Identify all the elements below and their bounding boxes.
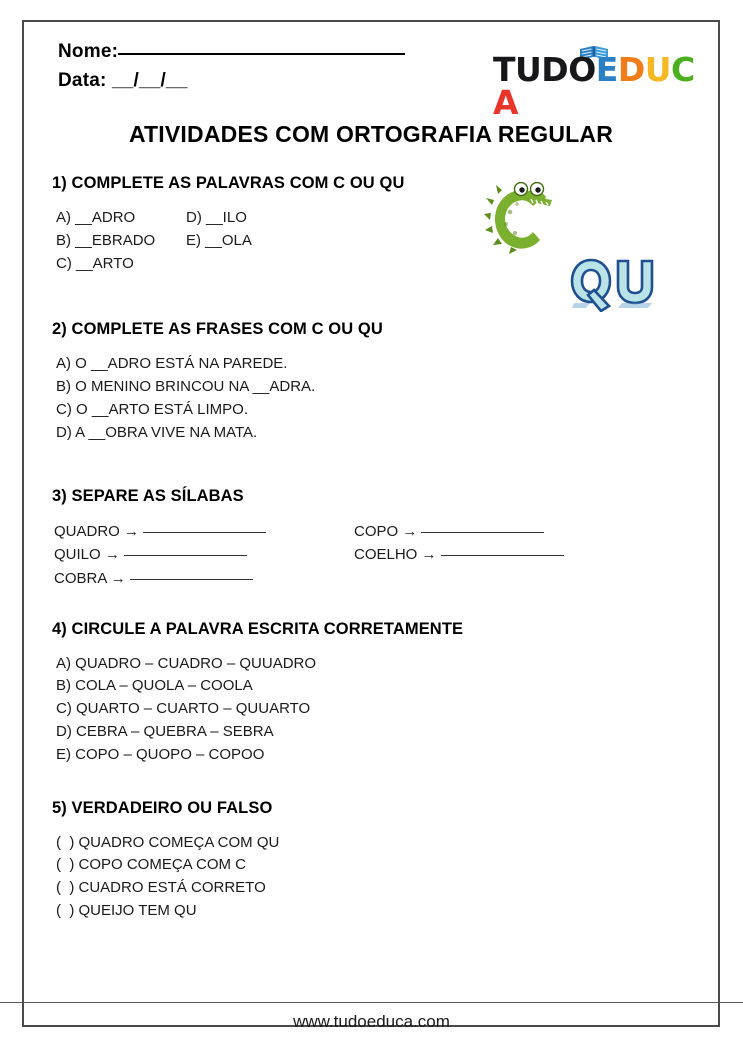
answer-line[interactable] — [441, 555, 564, 556]
list-item[interactable]: C) __ARTO — [56, 254, 134, 272]
worksheet-page-border — [22, 20, 720, 1027]
list-item[interactable]: A) __ADRO — [56, 209, 136, 226]
list-item — [54, 567, 266, 591]
exercise-4-heading: 4) CIRCULE A PALAVRA ESCRITA CORRETAMENTE — [52, 619, 464, 638]
list-item[interactable]: C) O __ARTO ESTÁ LIMPO. — [56, 400, 248, 418]
exercise-1-column-right — [186, 207, 252, 253]
arrow-icon: → — [104, 546, 120, 564]
arrow-icon: → — [421, 546, 437, 564]
logo-text-a: A — [493, 83, 519, 122]
syllable-word: COPO — [354, 522, 399, 540]
exercise-4 — [44, 620, 698, 767]
list-item[interactable]: C) QUARTO – CUARTO – QUUARTO — [56, 700, 311, 718]
logo-text-u: U — [644, 50, 672, 89]
exercise-2 — [44, 320, 698, 444]
answer-line[interactable] — [130, 579, 253, 580]
footer-divider — [0, 1002, 743, 1003]
exercise-5 — [44, 799, 698, 923]
syllable-word: COBRA — [54, 569, 107, 587]
worksheet-header — [44, 41, 698, 122]
date-field-row[interactable]: Data: __/__/__ — [58, 70, 188, 91]
exercise-1 — [44, 174, 698, 275]
list-item[interactable]: E) COPO – QUOPO – COPOO — [56, 745, 265, 763]
arrow-icon: → — [402, 522, 418, 540]
exercise-3-column-left — [54, 520, 266, 591]
name-label: Nome: — [58, 41, 119, 62]
logo-text-e: E — [595, 50, 618, 89]
answer-line[interactable] — [143, 532, 266, 533]
list-item[interactable]: ( ) COPO COMEÇA COM C — [56, 856, 247, 874]
list-item[interactable]: D) A __OBRA VIVE NA MATA. — [56, 423, 258, 441]
list-item — [354, 520, 564, 544]
list-item[interactable]: ( ) CUADRO ESTÁ CORRETO — [56, 879, 266, 897]
list-item — [54, 520, 266, 544]
logo-text-c: C — [671, 50, 695, 89]
logo-text-d: D — [617, 50, 645, 89]
exercise-2-heading: 2) COMPLETE AS FRASES COM C OU QU — [52, 320, 383, 339]
list-item[interactable]: B) COLA – QUOLA – COOLA — [56, 677, 253, 695]
exercise-1-column-left — [56, 207, 186, 275]
logo-wordmark — [493, 50, 698, 122]
list-item[interactable]: ( ) QUADRO COMEÇA COM QU — [56, 833, 280, 851]
exercise-5-items — [56, 832, 698, 923]
list-item[interactable]: A) QUADRO – CUADRO – QUUADRO — [56, 654, 317, 672]
exercise-3-column-right — [354, 520, 564, 567]
list-item — [354, 543, 564, 567]
answer-line[interactable] — [124, 555, 247, 556]
page-title: ATIVIDADES COM ORTOGRAFIA REGULAR — [128, 121, 614, 147]
logo-text-tudo: TUDO — [493, 50, 596, 89]
list-item[interactable]: E) __OLA — [186, 231, 252, 249]
exercise-3-items — [54, 520, 698, 596]
syllable-word: COELHO — [354, 546, 418, 564]
exercise-2-items — [56, 353, 698, 444]
list-item[interactable]: A) O __ADRO ESTÁ NA PAREDE. — [56, 355, 288, 373]
arrow-icon: → — [110, 569, 126, 587]
tudoeduca-logo — [493, 45, 698, 122]
list-item[interactable]: ( ) QUEIJO TEM QU — [56, 901, 197, 919]
exercise-5-heading: 5) VERDADEIRO OU FALSO — [52, 798, 273, 817]
list-item[interactable]: B) O MENINO BRINCOU NA __ADRA. — [56, 378, 316, 396]
arrow-icon: → — [124, 522, 140, 540]
list-item[interactable]: D) CEBRA – QUEBRA – SEBRA — [56, 722, 274, 740]
page-footer — [0, 1002, 743, 1050]
exercise-4-items — [56, 653, 698, 767]
list-item[interactable]: B) __EBRADO — [56, 231, 156, 249]
syllable-word: QUILO — [54, 546, 101, 564]
name-write-line[interactable] — [118, 53, 405, 55]
worksheet-content — [24, 22, 718, 1025]
exercise-1-heading: 1) COMPLETE AS PALAVRAS COM C OU QU — [52, 174, 405, 192]
list-item — [54, 543, 266, 567]
syllable-word: QUADRO — [54, 522, 120, 540]
exercise-1-items — [56, 207, 356, 275]
footer-website-url[interactable]: www.tudoeduca.com — [293, 1012, 450, 1031]
exercise-3 — [44, 487, 698, 596]
exercise-3-heading: 3) SEPARE AS SÍLABAS — [52, 486, 244, 505]
list-item[interactable]: D) __ILO — [186, 209, 247, 226]
answer-line[interactable] — [421, 532, 544, 533]
